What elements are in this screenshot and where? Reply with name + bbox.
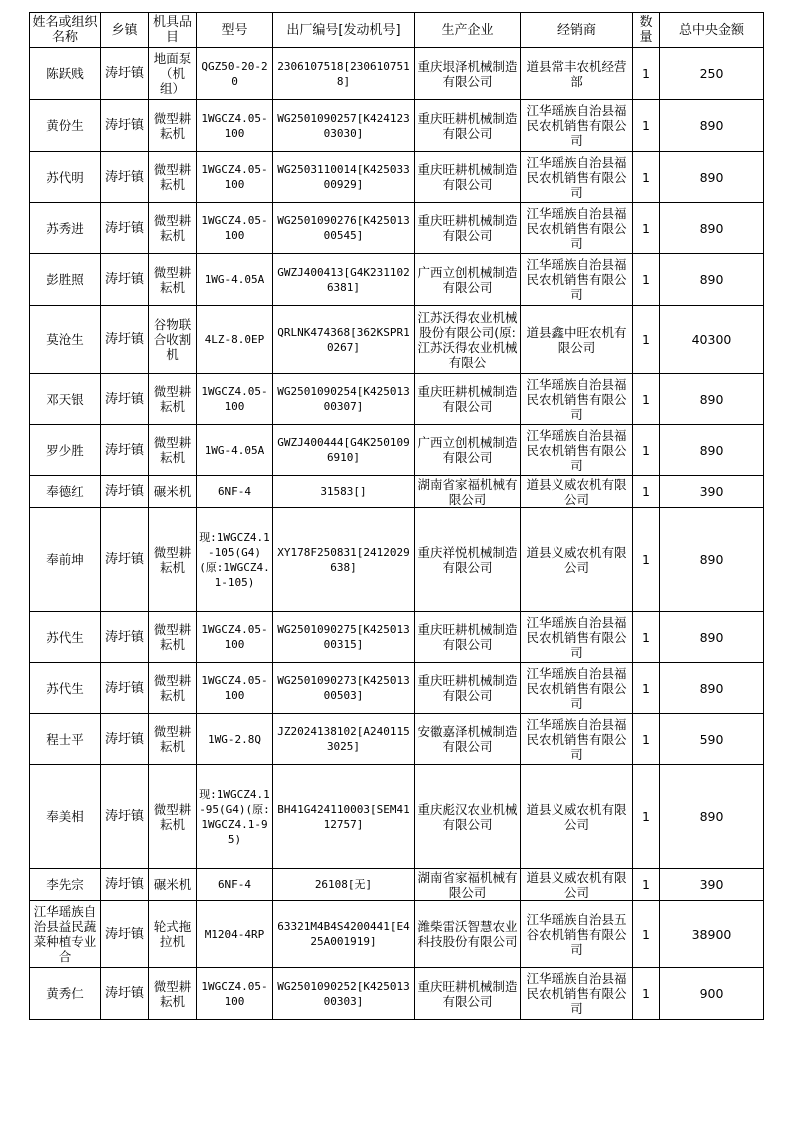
town-cell: 涛圩镇 [101, 254, 149, 306]
model-cell: 1WG-4.05A [197, 254, 273, 306]
item-cell: 微型耕耘机 [149, 425, 197, 476]
qty-cell: 1 [633, 508, 660, 612]
qty-cell: 1 [633, 901, 660, 968]
maker-cell: 重庆旺耕机械制造有限公司 [415, 152, 521, 203]
town-cell: 涛圩镇 [101, 306, 149, 374]
header-item: 机具品目 [149, 13, 197, 48]
amount-cell: 590 [660, 714, 764, 765]
table-row [30, 901, 764, 968]
name-cell: 邓天银 [30, 374, 101, 425]
amount-cell: 900 [660, 968, 764, 1020]
serial-cell: GWZJ400413[G4K2311026381] [273, 254, 415, 306]
maker-cell: 重庆旺耕机械制造有限公司 [415, 203, 521, 254]
serial-cell: WG2501090275[K42501300315] [273, 612, 415, 663]
town-cell: 涛圩镇 [101, 714, 149, 765]
table-row [30, 374, 764, 425]
table-row [30, 100, 764, 152]
model-cell: 1WGCZ4.05-100 [197, 100, 273, 152]
town-cell: 涛圩镇 [101, 48, 149, 100]
maker-cell: 重庆祥悦机械制造有限公司 [415, 508, 521, 612]
serial-cell: QRLNK474368[362KSPR10267] [273, 306, 415, 374]
amount-cell: 890 [660, 508, 764, 612]
dealer-cell: 道县义威农机有限公司 [521, 476, 633, 508]
amount-cell: 890 [660, 100, 764, 152]
item-cell: 谷物联合收割机 [149, 306, 197, 374]
dealer-cell: 江华瑶族自治县五谷农机销售有限公司 [521, 901, 633, 968]
model-cell: 现:1WGCZ4.1-105(G4)(原:1WGCZ4.1-105) [197, 508, 273, 612]
name-cell: 莫沧生 [30, 306, 101, 374]
qty-cell: 1 [633, 152, 660, 203]
amount-cell: 890 [660, 203, 764, 254]
serial-cell: 2306107518[2306107518] [273, 48, 415, 100]
table-row [30, 508, 764, 612]
name-cell: 陈跃贱 [30, 48, 101, 100]
table-row [30, 306, 764, 374]
dealer-cell: 江华瑶族自治县福民农机销售有限公司 [521, 203, 633, 254]
qty-cell: 1 [633, 765, 660, 869]
qty-cell: 1 [633, 374, 660, 425]
item-cell: 微型耕耘机 [149, 152, 197, 203]
maker-cell: 重庆垠泽机械制造有限公司 [415, 48, 521, 100]
name-cell: 奉德红 [30, 476, 101, 508]
dealer-cell: 江华瑶族自治县福民农机销售有限公司 [521, 100, 633, 152]
qty-cell: 1 [633, 203, 660, 254]
name-cell: 李先宗 [30, 869, 101, 901]
qty-cell: 1 [633, 714, 660, 765]
serial-cell: 31583[] [273, 476, 415, 508]
amount-cell: 390 [660, 869, 764, 901]
dealer-cell: 道县义威农机有限公司 [521, 765, 633, 869]
dealer-cell: 江华瑶族自治县福民农机销售有限公司 [521, 968, 633, 1020]
dealer-cell: 道县义威农机有限公司 [521, 869, 633, 901]
town-cell: 涛圩镇 [101, 476, 149, 508]
dealer-cell: 江华瑶族自治县福民农机销售有限公司 [521, 152, 633, 203]
town-cell: 涛圩镇 [101, 425, 149, 476]
item-cell: 微型耕耘机 [149, 714, 197, 765]
header-dealer: 经销商 [521, 13, 633, 48]
town-cell: 涛圩镇 [101, 203, 149, 254]
amount-cell: 890 [660, 663, 764, 714]
town-cell: 涛圩镇 [101, 968, 149, 1020]
table-row [30, 612, 764, 663]
amount-cell: 890 [660, 254, 764, 306]
model-cell: 1WGCZ4.05-100 [197, 612, 273, 663]
name-cell: 罗少胜 [30, 425, 101, 476]
amount-cell: 390 [660, 476, 764, 508]
model-cell: 6NF-4 [197, 476, 273, 508]
maker-cell: 重庆旺耕机械制造有限公司 [415, 968, 521, 1020]
qty-cell: 1 [633, 476, 660, 508]
table-row [30, 968, 764, 1020]
item-cell: 微型耕耘机 [149, 508, 197, 612]
item-cell: 微型耕耘机 [149, 203, 197, 254]
header-qty: 数量 [633, 13, 660, 48]
dealer-cell: 道县义威农机有限公司 [521, 508, 633, 612]
maker-cell: 重庆旺耕机械制造有限公司 [415, 100, 521, 152]
item-cell: 碾米机 [149, 476, 197, 508]
amount-cell: 890 [660, 425, 764, 476]
serial-cell: WG2501090276[K42501300545] [273, 203, 415, 254]
item-cell: 微型耕耘机 [149, 374, 197, 425]
serial-cell: WG2501090254[K42501300307] [273, 374, 415, 425]
qty-cell: 1 [633, 663, 660, 714]
name-cell: 奉前坤 [30, 508, 101, 612]
dealer-cell: 江华瑶族自治县福民农机销售有限公司 [521, 374, 633, 425]
maker-cell: 潍柴雷沃智慧农业科技股份有限公司 [415, 901, 521, 968]
serial-cell: 26108[无] [273, 869, 415, 901]
amount-cell: 40300 [660, 306, 764, 374]
model-cell: 1WG-4.05A [197, 425, 273, 476]
name-cell: 程士平 [30, 714, 101, 765]
qty-cell: 1 [633, 100, 660, 152]
town-cell: 涛圩镇 [101, 100, 149, 152]
model-cell: 1WGCZ4.05-100 [197, 968, 273, 1020]
town-cell: 涛圩镇 [101, 765, 149, 869]
table-row [30, 425, 764, 476]
table-row [30, 663, 764, 714]
model-cell: M1204-4RP [197, 901, 273, 968]
maker-cell: 重庆旺耕机械制造有限公司 [415, 374, 521, 425]
qty-cell: 1 [633, 869, 660, 901]
model-cell: 1WG-2.8Q [197, 714, 273, 765]
amount-cell: 890 [660, 765, 764, 869]
subsidy-table [29, 12, 764, 1020]
header-amount: 总中央金额 [660, 13, 764, 48]
amount-cell: 890 [660, 612, 764, 663]
name-cell: 苏代明 [30, 152, 101, 203]
serial-cell: WG2503110014[K42503300929] [273, 152, 415, 203]
maker-cell: 重庆旺耕机械制造有限公司 [415, 663, 521, 714]
serial-cell: BH41G424110003[SEM4112757] [273, 765, 415, 869]
dealer-cell: 道县鑫中旺农机有限公司 [521, 306, 633, 374]
maker-cell: 广西立创机械制造有限公司 [415, 254, 521, 306]
town-cell: 涛圩镇 [101, 374, 149, 425]
dealer-cell: 江华瑶族自治县福民农机销售有限公司 [521, 612, 633, 663]
town-cell: 涛圩镇 [101, 663, 149, 714]
table-row [30, 714, 764, 765]
amount-cell: 890 [660, 374, 764, 425]
item-cell: 微型耕耘机 [149, 663, 197, 714]
item-cell: 微型耕耘机 [149, 612, 197, 663]
maker-cell: 湖南省家福机械有限公司 [415, 476, 521, 508]
serial-cell: GWZJ400444[G4K2501096910] [273, 425, 415, 476]
maker-cell: 江苏沃得农业机械股份有限公司(原:江苏沃得农业机械有限公 [415, 306, 521, 374]
name-cell: 黄秀仁 [30, 968, 101, 1020]
dealer-cell: 江华瑶族自治县福民农机销售有限公司 [521, 254, 633, 306]
header-maker: 生产企业 [415, 13, 521, 48]
header-town: 乡镇 [101, 13, 149, 48]
item-cell: 碾米机 [149, 869, 197, 901]
name-cell: 江华瑶族自治县益民蔬菜种植专业合 [30, 901, 101, 968]
serial-cell: JZ2024138102[A2401153025] [273, 714, 415, 765]
header-name: 姓名或组织名称 [30, 13, 101, 48]
qty-cell: 1 [633, 254, 660, 306]
amount-cell: 38900 [660, 901, 764, 968]
dealer-cell: 道县常丰农机经营部 [521, 48, 633, 100]
model-cell: QGZ50-20-20 [197, 48, 273, 100]
qty-cell: 1 [633, 968, 660, 1020]
model-cell: 现:1WGCZ4.1-95(G4)(原:1WGCZ4.1-95) [197, 765, 273, 869]
maker-cell: 广西立创机械制造有限公司 [415, 425, 521, 476]
table-row [30, 869, 764, 901]
serial-cell: WG2501090252[K42501300303] [273, 968, 415, 1020]
table-row [30, 203, 764, 254]
model-cell: 1WGCZ4.05-100 [197, 203, 273, 254]
name-cell: 苏代生 [30, 663, 101, 714]
maker-cell: 重庆彪汉农业机械有限公司 [415, 765, 521, 869]
amount-cell: 250 [660, 48, 764, 100]
name-cell: 彭胜照 [30, 254, 101, 306]
header-serial: 出厂编号[发动机号] [273, 13, 415, 48]
town-cell: 涛圩镇 [101, 869, 149, 901]
qty-cell: 1 [633, 425, 660, 476]
name-cell: 奉美相 [30, 765, 101, 869]
serial-cell: WG2501090257[K42412303030] [273, 100, 415, 152]
model-cell: 1WGCZ4.05-100 [197, 152, 273, 203]
serial-cell: XY178F250831[2412029638] [273, 508, 415, 612]
item-cell: 轮式拖拉机 [149, 901, 197, 968]
item-cell: 地面泵（机组） [149, 48, 197, 100]
table-row [30, 254, 764, 306]
table-row [30, 765, 764, 869]
serial-cell: WG2501090273[K42501300503] [273, 663, 415, 714]
name-cell: 黄份生 [30, 100, 101, 152]
table-row [30, 152, 764, 203]
model-cell: 6NF-4 [197, 869, 273, 901]
maker-cell: 安徽嘉泽机械制造有限公司 [415, 714, 521, 765]
qty-cell: 1 [633, 48, 660, 100]
amount-cell: 890 [660, 152, 764, 203]
table-header-row [30, 13, 764, 48]
dealer-cell: 江华瑶族自治县福民农机销售有限公司 [521, 425, 633, 476]
item-cell: 微型耕耘机 [149, 968, 197, 1020]
model-cell: 4LZ-8.0EP [197, 306, 273, 374]
town-cell: 涛圩镇 [101, 901, 149, 968]
header-model: 型号 [197, 13, 273, 48]
name-cell: 苏代生 [30, 612, 101, 663]
town-cell: 涛圩镇 [101, 508, 149, 612]
dealer-cell: 江华瑶族自治县福民农机销售有限公司 [521, 714, 633, 765]
town-cell: 涛圩镇 [101, 612, 149, 663]
qty-cell: 1 [633, 306, 660, 374]
item-cell: 微型耕耘机 [149, 100, 197, 152]
table-row [30, 476, 764, 508]
qty-cell: 1 [633, 612, 660, 663]
serial-cell: 63321M4B4S4200441[E425A001919] [273, 901, 415, 968]
maker-cell: 湖南省家福机械有限公司 [415, 869, 521, 901]
dealer-cell: 江华瑶族自治县福民农机销售有限公司 [521, 663, 633, 714]
maker-cell: 重庆旺耕机械制造有限公司 [415, 612, 521, 663]
name-cell: 苏秀进 [30, 203, 101, 254]
item-cell: 微型耕耘机 [149, 765, 197, 869]
model-cell: 1WGCZ4.05-100 [197, 374, 273, 425]
model-cell: 1WGCZ4.05-100 [197, 663, 273, 714]
town-cell: 涛圩镇 [101, 152, 149, 203]
item-cell: 微型耕耘机 [149, 254, 197, 306]
table-row [30, 48, 764, 100]
